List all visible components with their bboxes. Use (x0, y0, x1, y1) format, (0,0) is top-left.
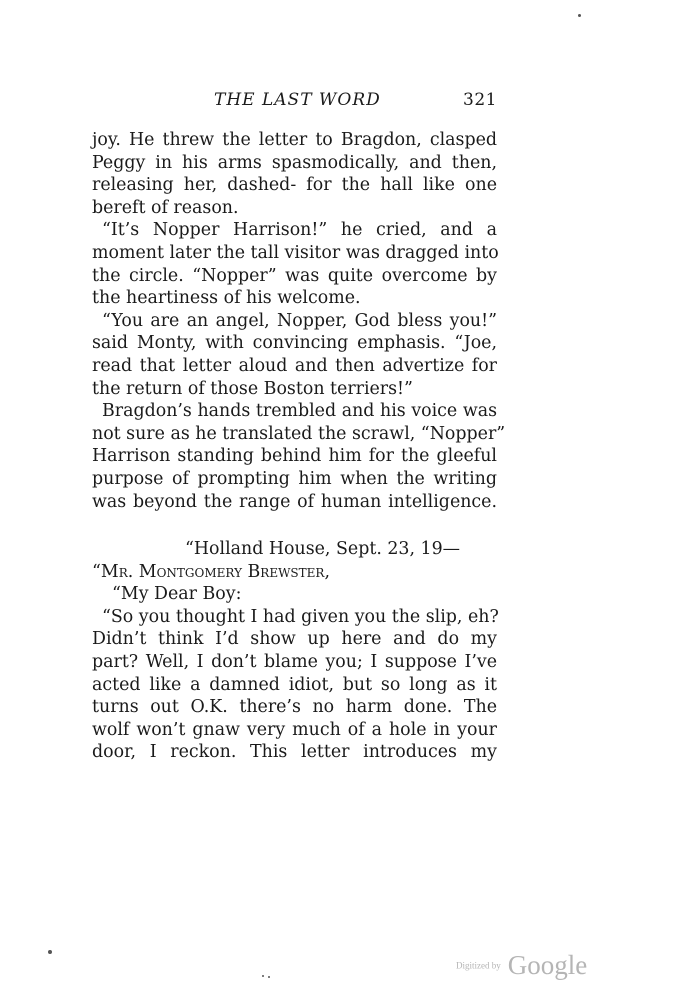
text-line: “You are an angel, Nopper, God bless you!” (102, 310, 497, 331)
watermark-prefix: Digitized by (456, 960, 501, 971)
scan-speck (262, 975, 264, 977)
paragraph-gap (92, 513, 497, 538)
letter-addressee: “Mr. Montgomery Brewster, (92, 561, 330, 582)
text-line: acted like a damned idiot, but so long as it (92, 674, 497, 695)
text-line: Peggy in his arms spasmodically, and then, (92, 152, 497, 173)
text-line: moment later the tall visitor was dragged into (92, 242, 499, 263)
text-line: Bragdon’s hands trembled and his voice was (102, 401, 497, 422)
text-line: part? Well, I don’t blame you; I suppose I’ve (92, 652, 497, 673)
text-line: the circle. “Nopper” was quite overcome by (92, 265, 497, 286)
text-line: “So you thought I had given you the slip, eh? (102, 606, 499, 627)
text-line: was beyond the range of human intelligence. (92, 491, 497, 512)
text-line: wolf won’t gnaw very much of a hole in your (92, 719, 497, 740)
running-head (92, 90, 497, 114)
text-line: Harrison standing behind him for the gleeful (92, 446, 497, 467)
digitized-watermark (456, 950, 587, 981)
text-line: not sure as he translated the scrawl, “Nopper” (92, 423, 506, 444)
text-line: Didn’t think I’d show up here and do my (92, 629, 497, 650)
letter-salutation: “My Dear Boy: (112, 584, 242, 605)
text-line: releasing her, dashed- for the hall like one (92, 175, 497, 196)
letter-dateline: “Holland House, Sept. 23, 19— (185, 539, 461, 560)
scan-speck (48, 950, 52, 954)
text-line: the return of those Boston terriers!” (92, 378, 413, 399)
scan-speck (578, 14, 581, 17)
text-line: read that letter aloud and then advertize for (92, 355, 497, 376)
scan-speck (268, 976, 270, 978)
body-text (92, 129, 506, 764)
text-line: bereft of reason. (92, 197, 239, 218)
text-line: turns out O.K. there’s no harm done. The (92, 697, 497, 718)
text-line: door, I reckon. This letter introduces my (92, 742, 497, 763)
text-line: joy. He threw the letter to Bragdon, clasped (92, 130, 497, 150)
text-line: “It’s Nopper Harrison!” he cried, and a (102, 220, 497, 241)
page-number: 321 (463, 90, 497, 110)
google-logo: Google (507, 950, 588, 980)
running-head-title: THE LAST WORD (214, 90, 381, 110)
text-line: purpose of prompting him when the writing (92, 468, 497, 489)
text-line: the heartiness of his welcome. (92, 288, 361, 309)
text-line: said Monty, with convincing emphasis. “Joe, (92, 333, 497, 354)
